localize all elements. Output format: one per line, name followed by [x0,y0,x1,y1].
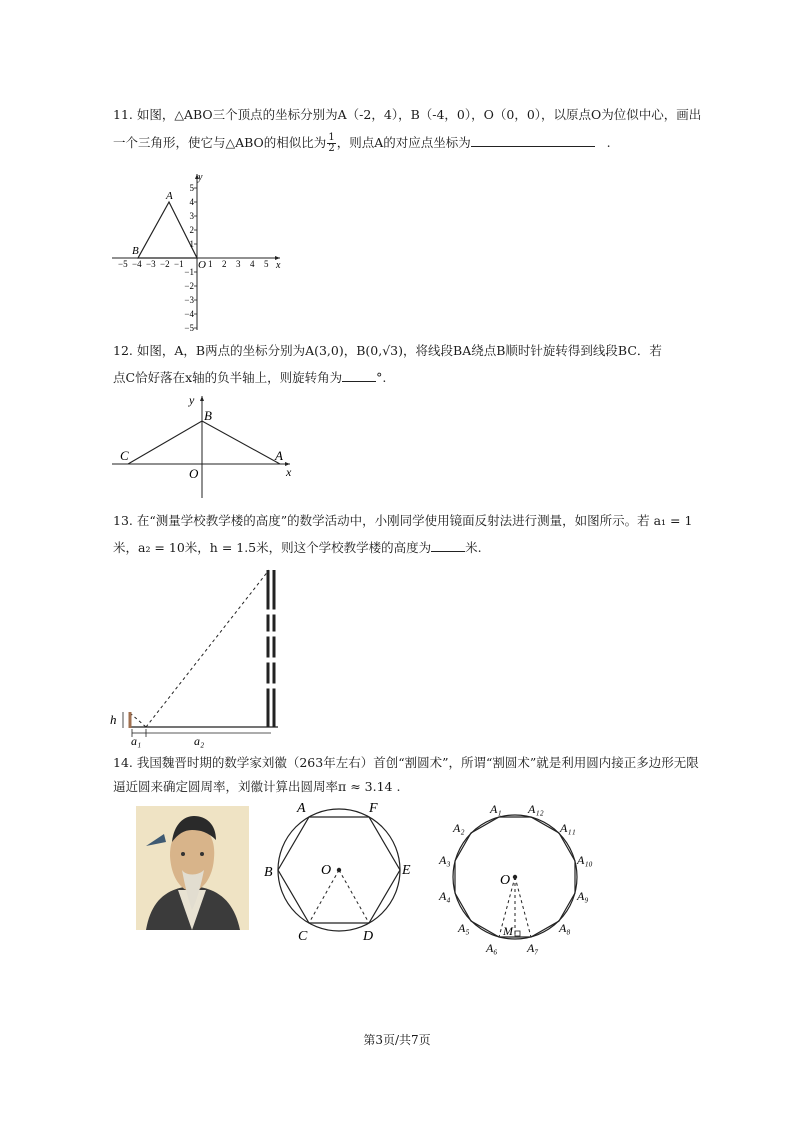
point-c-label: C [120,448,129,463]
vertex-c-label: C [298,929,308,944]
y-arrow [200,396,204,401]
hexagon-in-circle-figure [262,800,422,950]
incident-ray [130,713,146,727]
q12-line2-post: °. [376,370,387,385]
vertex-label: A₁₁ [560,821,576,835]
point-b-label: B [132,245,139,257]
vertex-label: A₆ [486,941,498,955]
q13-line2-post: 米. [465,540,482,555]
answer-blank[interactable] [431,539,465,552]
vertex-a-label: A [297,801,306,816]
fraction-denominator: 2 [328,143,335,154]
midpoint-m-label: M [503,924,513,938]
reflected-ray [146,570,269,727]
center-dot [337,868,341,872]
page-footer: 第3页/共7页 [363,1033,431,1047]
vertex-label: A₂ [453,821,465,835]
x-tick: 3 [236,259,241,269]
vertex-label: A₅ [458,921,470,935]
q13-line2 [113,539,482,557]
x-tick: 4 [250,259,255,269]
q12-line2 [113,369,386,387]
vertex-label: A₁₂ [528,802,544,816]
segments-ca-ba [128,421,280,464]
a1-label: a₁ [131,734,142,748]
answer-blank[interactable] [342,369,376,382]
q14-line2: 逼近圆来确定圆周率，刘徽计算出圆周率π ≈ 3.14 . [113,779,401,794]
q12-rotation-graph [108,390,298,502]
y-tick: −3 [184,295,194,305]
y-tick: −2 [184,281,194,291]
y-tick: 5 [189,183,194,193]
y-tick: −1 [184,267,194,277]
x-tick: 2 [222,259,227,269]
answer-blank[interactable] [471,134,595,147]
dodecagon-in-circle-figure [436,800,596,958]
y-label: y [198,172,203,183]
point-b-label: B [204,408,212,423]
point-a-label: A [275,448,283,463]
y-tick: 2 [189,225,194,235]
origin-label: O [198,259,206,271]
vertex-d-label: D [363,929,374,944]
x-tick: −3 [146,259,156,269]
q12-line2-pre: 点C恰好落在x轴的负半轴上，则旋转角为 [113,370,343,385]
q13-mirror-figure [108,562,283,747]
x-tick: −1 [174,259,184,269]
q11-line2-post: ，则点A的对应点坐标为 [336,135,471,150]
q11-line2 [113,133,611,154]
h-label: h [110,712,117,727]
vertex-e-label: E [402,863,411,878]
building [268,570,274,727]
y-tick: −5 [184,323,194,333]
liu-hui-portrait-image [136,806,249,930]
vertex-label: A₈ [559,921,571,935]
q11-fraction [327,133,335,154]
vertex-label: A₇ [527,941,539,955]
a2-label: a₂ [194,734,205,748]
point-a-label: A [166,190,173,202]
vertex-label: A₁₀ [577,853,593,867]
center-dot [513,875,517,879]
x-tick: 5 [264,259,269,269]
x-tick: −4 [132,259,142,269]
x-tick: −2 [160,259,170,269]
vertex-b-label: B [264,865,273,880]
q13-line1: 13. 在“测量学校教学楼的高度”的数学活动中，小刚同学使用镜面反射法进行测量，如图所示。若 a₁ = 1 [113,513,693,528]
q11-coordinate-graph [108,168,288,333]
vertex-label: A₄ [439,889,451,903]
y-tick: 1 [189,239,194,249]
vertex-label: A₉ [577,889,589,903]
y-tick: 3 [189,211,194,221]
x-label: x [286,465,292,479]
vertex-label: A₁ [490,802,502,816]
q11-line2-end: . [606,135,611,150]
center-o-label: O [500,873,511,888]
q11-line1: 11. 如图，△ABO三个顶点的坐标分别为A（-2，4），B（-4，0），O（0，0），以原点O为位似中心，画出 [113,107,702,122]
vertex-f-label: F [369,801,378,816]
right-angle-mark [515,931,520,936]
y-label: y [189,393,195,407]
y-tick: 4 [189,197,194,207]
x-label: x [276,260,281,271]
q12-line1: 12. 如图，A，B两点的坐标分别为A(3,0)，B(0,√3)，将线段BA绕点B顺时针旋转得到线段BC．若 [113,343,662,358]
q14-line1: 14. 我国魏晋时期的数学家刘徽（263年左右）首创“割圆术”，所谓“割圆术”就是利用圆内接正多边形无限 [113,755,699,770]
q13-line2-pre: 米，a₂ = 10米，h = 1.5米，则这个学校教学楼的高度为 [113,540,432,555]
y-tick: −4 [184,309,194,319]
x-tick: 1 [208,259,213,269]
vertex-label: A₃ [439,853,451,867]
q11-line2-pre: 一个三角形，使它与△ABO的相似比为 [113,135,327,150]
fraction-numerator: 1 [328,132,335,143]
triangle-abo [138,202,197,258]
center-o-label: O [321,863,332,878]
x-tick: −5 [118,259,128,269]
origin-label: O [189,466,199,481]
